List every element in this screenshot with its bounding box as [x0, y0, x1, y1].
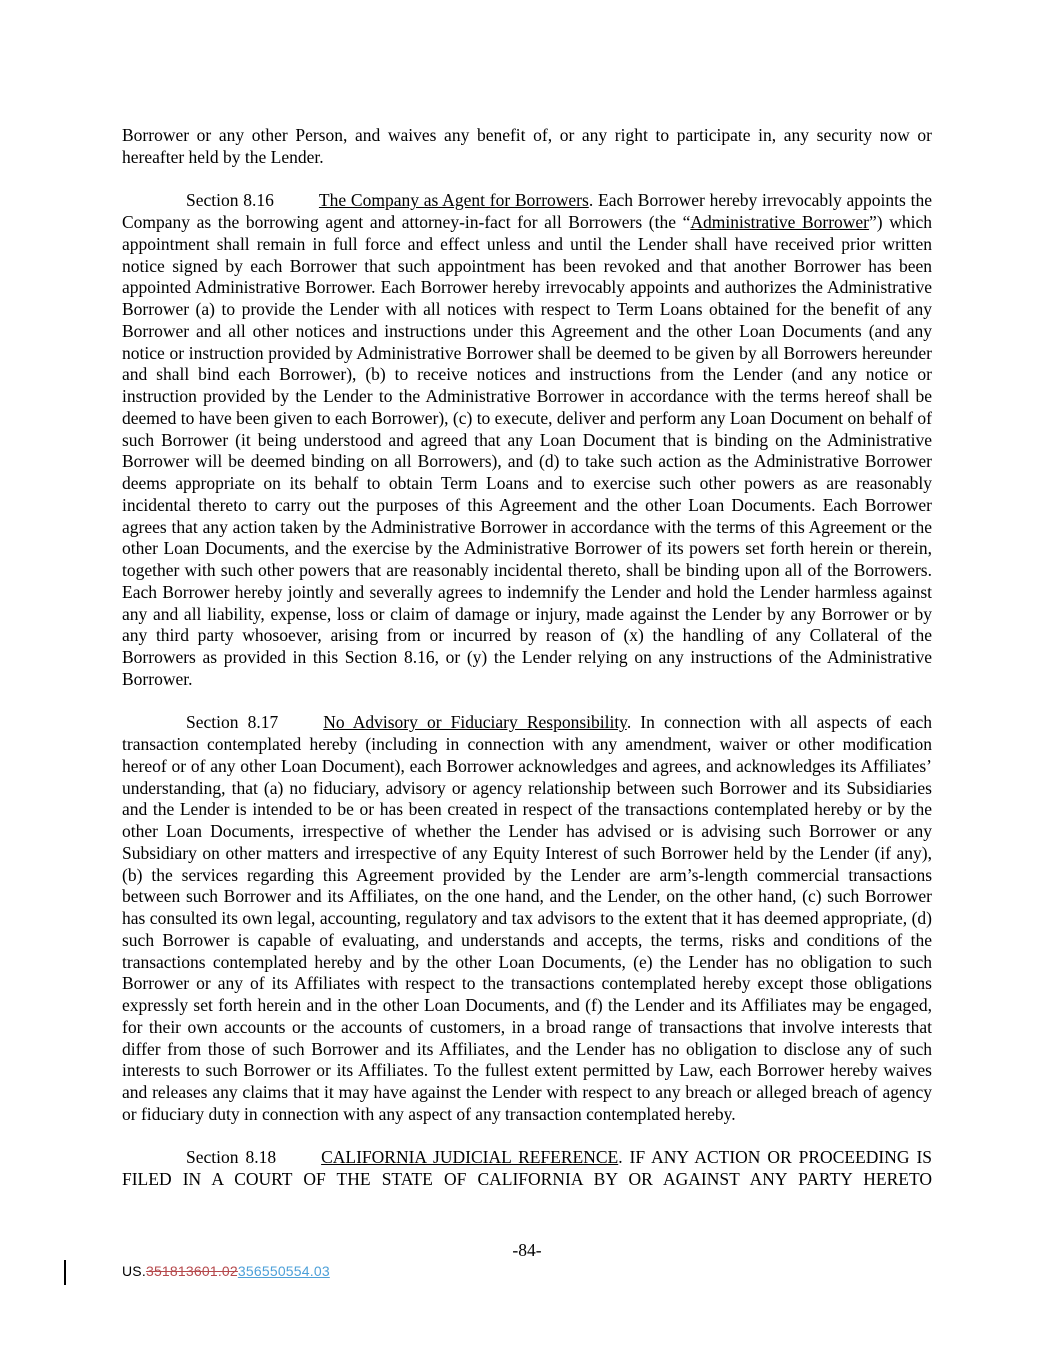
underlined-text: Administrative Borrower	[690, 212, 870, 232]
page-number: -84-	[512, 1240, 542, 1260]
footer-prefix: US.	[122, 1263, 146, 1279]
body-text: Section 8.18	[186, 1147, 277, 1168]
section-8-18-paragraph	[122, 1147, 932, 1191]
underlined-text: CALIFORNIA JUDICIAL REFERENCE	[321, 1147, 619, 1168]
body-text: . In connection with all aspects of each transaction contemplated hereby (including in connection with any amendment, waiver or other modification hereof or of any other Loan Document), each Borrower acknowledges and agrees, and acknowledges its Affiliates’ understanding, that (a) no fiduciary, advisory or agency relationship between such Borrower and its Subsidiaries and the Lender is intended to be or has been created in respect of the transactions contemplated hereby or by the other Loan Documents, irrespective of whether the Lender has advised or is advising such Borrower or any Subsidiary on other matters and irrespective of any Equity Interest of such Borrower held by the Lender (if any), (b) the services regarding this Agreement provided by the Lender are arm’s-length commercial transactions between such Borrower and its Affiliates, on the one hand, and the Lender, on the other hand, (c) such Borrower has consulted its own legal, accounting, regulatory and tax advisors to the extent that it has deemed appropriate, (d) such Borrower is capable of evaluating, and understands and accepts, the terms, risks and conditions of the transactions contemplated hereby and by the other Loan Documents, (e) the Lender has no obligation to such Borrower or any of its Affiliates with respect to the transactions contemplated hereby except those obligations expressly set forth herein and in the other Loan Documents, and (f) the Lender and its Affiliates may be engaged, for their own accounts or the accounts of customers, in a broad range of transactions that involve interests that differ from those of such Borrower and its Affiliates, and the Lender has no obligation to disclose any of such interests to such Borrower or its Affiliates. To the fullest extent permitted by Law, each Borrower hereby waives and releases any claims that it may have against the Lender with respect to any breach or alleged breach of agency or fiduciary duty in connection with any aspect of any transaction contemplated hereby.	[122, 712, 932, 1124]
body-text: Section 8.17	[186, 712, 279, 733]
body-text: Section 8.16	[186, 190, 274, 211]
continuation-paragraph	[122, 125, 932, 169]
footer-deleted-ref: 351813601.02	[145, 1263, 238, 1279]
document-id-footer	[122, 1262, 330, 1280]
body-text: ”) which appointment shall remain in full force and effect unless and until the Lender shall have received prior written notice signed by each Borrower that such appointment has been revoked and that another Borrower has been appointed Administrative Borrower. Each Borrower hereby irrevocably appoints and authorizes the Administrative Borrower (a) to provide the Lender with all notices with respect to Term Loans obtained for the benefit of any Borrower and all other notices and instructions under this Agreement and the other Loan Documents (and any notice or instruction provided by Administrative Borrower shall be deemed to be given by all Borrowers hereunder and shall bind each Borrower), (b) to receive notices and instructions from the Lender (and any notice or instruction provided by the Lender to the Administrative Borrower in accordance with the terms hereof shall be deemed to have been given to each Borrower), (c) to execute, deliver and perform any Loan Document on behalf of such Borrower (it being understood and agreed that any Loan Document that is binding on the Administrative Borrower will be deemed binding on all Borrowers), and (d) to take such action as the Administrative Borrower deems appropriate on its behalf to obtain Term Loans and to exercise such other powers as are reasonably incidental thereto to carry out the purposes of this Agreement and the other Loan Documents. Each Borrower agrees that any action taken by the Administrative Borrower in accordance with the terms of this Agreement or the other Loan Documents, and the exercise by the Administrative Borrower of its powers set forth herein or therein, together with such other powers that are reasonably incidental thereto, shall be binding upon all of the Borrowers. Each Borrower hereby jointly and severally agrees to indemnify the Lender and hold the Lender harmless against any and all liability, expense, loss or claim of damage or injury, made against the Lender by any Borrower or by any third party whosoever, arising from or incurred by reason of (x) the handling of any Collateral of the Borrowers as provided in this Section 8.16, or (y) the Lender relying on any instructions of the Administrative Borrower.	[122, 212, 933, 689]
body-text: Borrower or any other Person, and waives any benefit of, or any right to participate in, any security now or hereafter held by the Lender.	[122, 125, 932, 167]
body-text: . IF ANY ACTION OR PROCEEDING IS FILED IN A COURT OF THE STATE OF CALIFORNIA BY OR AGAINST ANY PARTY HERETO	[122, 1147, 933, 1189]
document-body	[122, 125, 932, 1213]
section-8-17-paragraph	[122, 712, 932, 1125]
underlined-text: The Company as Agent for Borrowers	[318, 190, 589, 211]
change-bar	[64, 1260, 66, 1285]
underlined-text: No Advisory or Fiduciary Responsibility	[323, 712, 627, 733]
section-8-16-paragraph	[122, 190, 932, 690]
footer-inserted-ref: 356550554.03	[237, 1263, 330, 1279]
body-text: . Each Borrower hereby irrevocably appoints the Company as the borrowing agent and attorney-in-fact for all Borrowers (the “	[122, 190, 932, 232]
